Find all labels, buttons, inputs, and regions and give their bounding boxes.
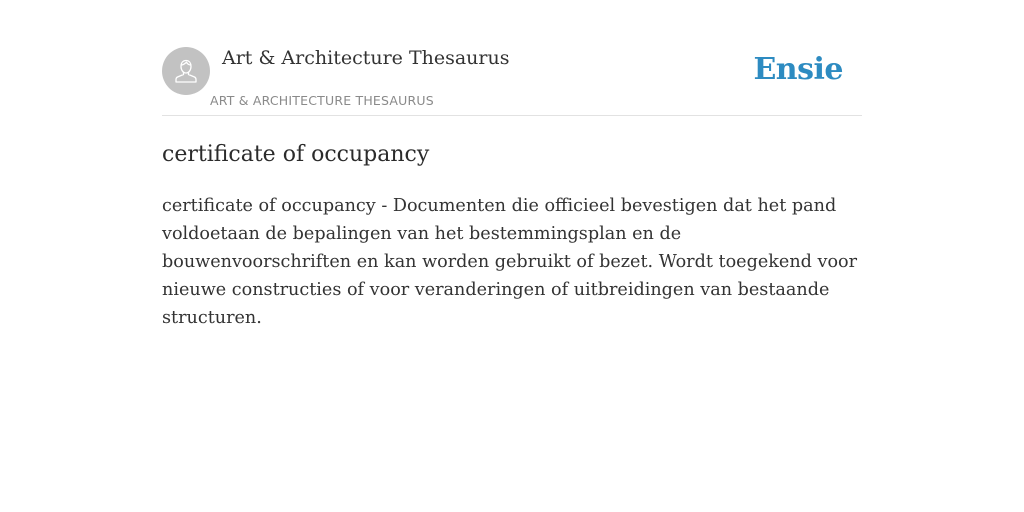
source-title[interactable]: Art & Architecture Thesaurus xyxy=(222,47,510,69)
definition-text: certificate of occupancy - Documenten die officieel bevestigen dat het pand voldoetaan de bepalingen van het bestemmingsplan en de bouwenvoorschriften en kan worden gebruikt of bezet. Wordt toegekend voor nieuwe constructies of voor veranderingen of uitbreidingen van bestaande structuren. xyxy=(162,196,858,328)
ensie-logo-link[interactable]: Ensie xyxy=(753,52,843,87)
source-header xyxy=(162,46,862,116)
source-avatar[interactable] xyxy=(162,47,210,95)
source-subtitle: ART & ARCHITECTURE THESAURUS xyxy=(210,93,434,108)
page-title: certificate of occupancy xyxy=(162,142,430,167)
user-icon xyxy=(171,56,201,86)
